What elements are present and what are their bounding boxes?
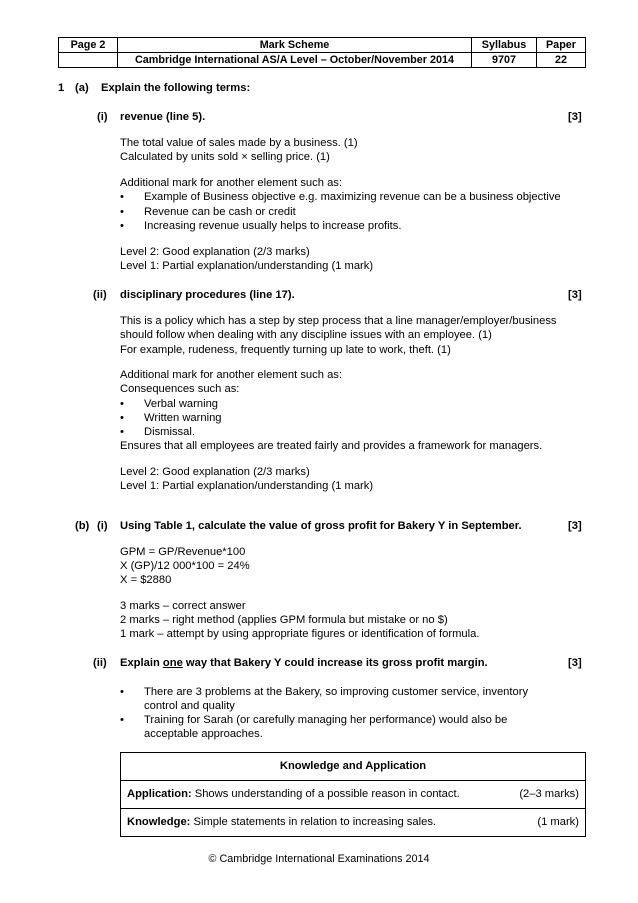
aii-bullet-2: • Written warning xyxy=(144,411,222,425)
ka-knowledge-marks: (1 mark) xyxy=(537,816,579,828)
ai-level-1: Level 1: Partial explanation/understanding (1 mark) xyxy=(120,260,374,272)
ai-line-2: Calculated by units sold × selling price. (1) xyxy=(120,151,330,163)
bii-label: (ii) xyxy=(93,657,107,669)
bi-marks: [3] xyxy=(568,520,582,532)
bi-line-3: X = $2880 xyxy=(120,574,172,586)
header-syllabus: 9707 xyxy=(472,53,537,68)
ai-title: revenue (line 5). xyxy=(120,111,206,123)
footer-copyright: © Cambridge International Examinations 2014 xyxy=(208,853,430,865)
knowledge-application-table xyxy=(120,752,586,837)
aii-line-1: This is a policy which has a step by step process that a line manager/employer/business xyxy=(120,315,557,327)
ai-marks: [3] xyxy=(568,111,582,123)
aii-bullet-1: • Verbal warning xyxy=(144,397,218,411)
bi-mark-2: 2 marks – right method (applies GPM formula but mistake or no $) xyxy=(120,614,448,626)
part-b-label: (b) xyxy=(75,520,90,532)
header-table xyxy=(58,37,586,68)
header-page: Page 2 xyxy=(59,38,118,53)
aii-line-3: For example, rudeness, frequently turning up late to work, theft. (1) xyxy=(120,344,451,356)
ka-knowledge-row: Knowledge: Simple statements in relation to increasing sales. (1 mark) xyxy=(121,809,586,837)
aii-label: (ii) xyxy=(93,289,107,301)
q-number: 1 xyxy=(58,82,65,94)
header-paper: 22 xyxy=(537,53,586,68)
bi-mark-1: 1 mark – attempt by using appropriate figures or identification of formula. xyxy=(120,628,480,640)
bi-label: (i) xyxy=(97,520,108,532)
ai-label: (i) xyxy=(97,111,108,123)
ai-bullet-1: • Example of Business objective e.g. maximizing revenue can be a business objective xyxy=(144,190,561,204)
ai-level-2: Level 2: Good explanation (2/3 marks) xyxy=(120,246,310,258)
aii-line-5: Consequences such as: xyxy=(120,383,240,395)
bii-bullet-2a: • Training for Sarah (or carefully managing her performance) would also be xyxy=(144,713,507,727)
bii-bullet-2b: acceptable approaches. xyxy=(144,728,263,740)
bii-bullet-1a: • There are 3 problems at the Bakery, so improving customer service, inventory xyxy=(144,685,528,699)
bii-marks: [3] xyxy=(568,657,582,669)
ai-line-1: The total value of sales made by a business. (1) xyxy=(120,137,358,149)
ai-bullet-3: • Increasing revenue usually helps to increase profits. xyxy=(144,219,401,233)
part-a-label: (a) xyxy=(75,82,89,94)
ai-line-3: Additional mark for another element such as: xyxy=(120,177,343,189)
bi-line-1: GPM = GP/Revenue*100 xyxy=(120,546,246,558)
bi-title: Using Table 1, calculate the value of gross profit for Bakery Y in September. xyxy=(120,520,522,532)
header-syllabus-label: Syllabus xyxy=(472,38,537,53)
aii-title: disciplinary procedures (line 17). xyxy=(120,289,295,301)
header-paper-label: Paper xyxy=(537,38,586,53)
aii-line-2: should follow when dealing with any discipline issues with an employee. (1) xyxy=(120,329,492,341)
aii-level-1: Level 1: Partial explanation/understanding (1 mark) xyxy=(120,480,374,492)
aii-line-6: Ensures that all employees are treated fairly and provides a framework for managers. xyxy=(120,440,543,452)
ka-application-marks: (2–3 marks) xyxy=(519,788,579,800)
aii-marks: [3] xyxy=(568,289,582,301)
ai-bullet-2: • Revenue can be cash or credit xyxy=(144,205,296,219)
aii-line-4: Additional mark for another element such as: xyxy=(120,369,343,381)
ka-application-row: Application: Shows understanding of a possible reason in contact. (2–3 marks) xyxy=(121,781,586,809)
bi-line-2: X (GP)/12 000*100 = 24% xyxy=(120,560,250,572)
part-a-text: Explain the following terms: xyxy=(101,82,251,94)
aii-bullet-3: • Dismissal. xyxy=(144,425,195,439)
bii-title: Explain one way that Bakery Y could increase its gross profit margin. xyxy=(120,657,488,669)
bii-bullet-1b: control and quality xyxy=(144,700,235,712)
header-title: Cambridge International AS/A Level – October/November 2014 xyxy=(118,53,472,68)
ka-heading: Knowledge and Application xyxy=(121,753,586,781)
header-mark-scheme: Mark Scheme xyxy=(118,38,472,53)
bi-mark-3: 3 marks – correct answer xyxy=(120,600,246,612)
aii-level-2: Level 2: Good explanation (2/3 marks) xyxy=(120,466,310,478)
